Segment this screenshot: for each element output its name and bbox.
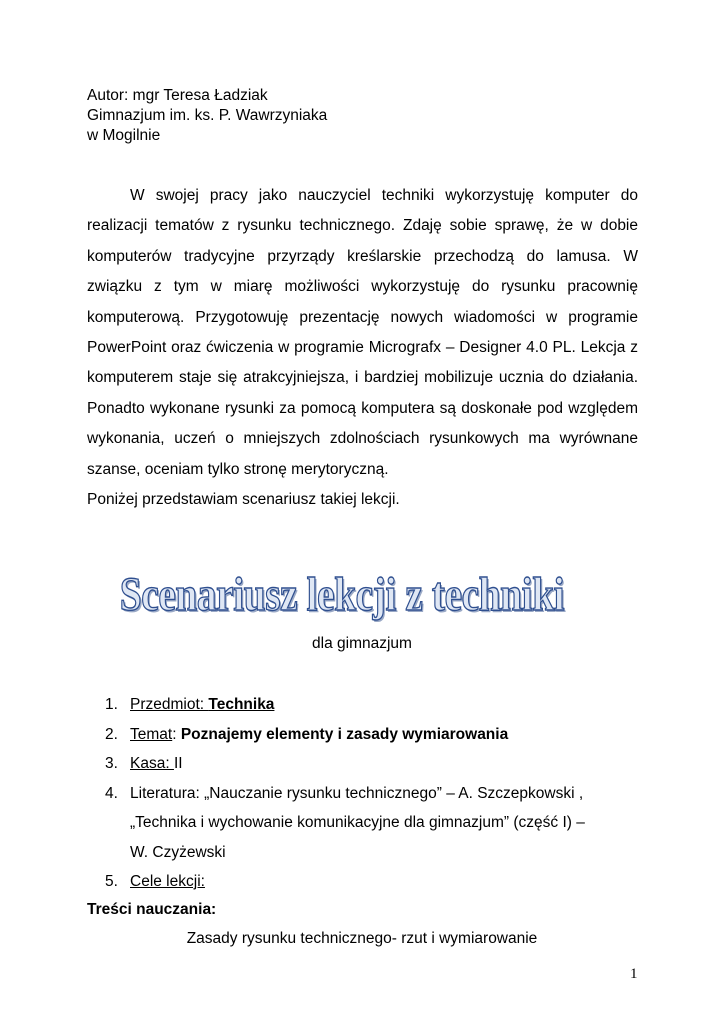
list-item-class — [105, 749, 645, 779]
intro-paragraph: W swojej pracy jako nauczyciel techniki wykorzystuję komputer do realizacji tematów z rysunku technicznego. Zdaję sobie sprawę, że w dobie komputerów tradycyjne przyrządy kreślarskie przechodzą do lamusa. W związku z tym w miarę możliwości wykorzystuję do rysunku pracownię komputerową. Przygotowuję prezentację nowych wiadomości w programie PowerPoint oraz ćwiczenia w programie Micrografx – Designer 4.0 PL. Lekcja z komputerem staje się atrakcyjniejsza, i bardziej mobilizuje ucznia do działania. Ponadto wykonane rysunki za pomocą komputera są doskonałe pod względem wykonania, uczeń o mniejszych zdolnościach rysunkowych ma wyrównane szanse, oceniam tylko stronę merytoryczną. — [87, 187, 638, 478]
author-block — [87, 86, 327, 146]
intro-section — [87, 181, 638, 515]
list-item-goals — [105, 867, 645, 897]
list-number: 3. — [105, 755, 118, 772]
goals-label: Cele lekcji: — [130, 873, 205, 890]
list-item-subject — [105, 690, 645, 720]
list-number: 2. — [105, 725, 118, 743]
list-number: 5. — [105, 873, 118, 890]
subject-label: Przedmiot: — [130, 696, 209, 713]
literature-line-2: „Technika i wychowanie komunikacyjne dla gimnazjum” (część I) – — [130, 814, 585, 831]
class-value: II — [173, 755, 183, 772]
lesson-details-list — [105, 690, 645, 897]
list-number: 4. — [105, 784, 118, 802]
author-name: Autor: mgr Teresa Ładziak — [87, 87, 268, 104]
content-heading: Treści nauczania: — [87, 901, 217, 918]
list-item-topic — [105, 720, 645, 750]
literature-line-3: W. Czyżewski — [130, 843, 226, 861]
list-number: 1. — [105, 696, 118, 713]
topic-value: Poznajemy elementy i zasady wymiarowania — [180, 725, 509, 743]
intro-closing: Poniżej przedstawiam scenariusz takiej lekcji. — [87, 491, 400, 509]
page-number: 1 — [630, 966, 638, 982]
school-name: Gimnazjum im. ks. P. Wawrzyniaka — [87, 107, 328, 124]
lesson-title: Scenariusz lekcji z techniki — [119, 568, 565, 621]
subject-value: Technika — [208, 696, 275, 713]
content-line: Zasady rysunku technicznego- rzut i wymiarowanie — [186, 930, 538, 947]
topic-separator: : — [172, 725, 181, 743]
school-city: w Mogilnie — [87, 127, 161, 144]
class-label: Kasa: — [130, 755, 174, 772]
list-item-literature — [105, 779, 645, 868]
literature-line-1: Literatura: „Nauczanie rysunku technicznego” – A. Szczepkowski , — [130, 784, 584, 802]
topic-label: Temat — [130, 725, 173, 743]
lesson-subtitle: dla gimnazjum — [312, 635, 412, 652]
